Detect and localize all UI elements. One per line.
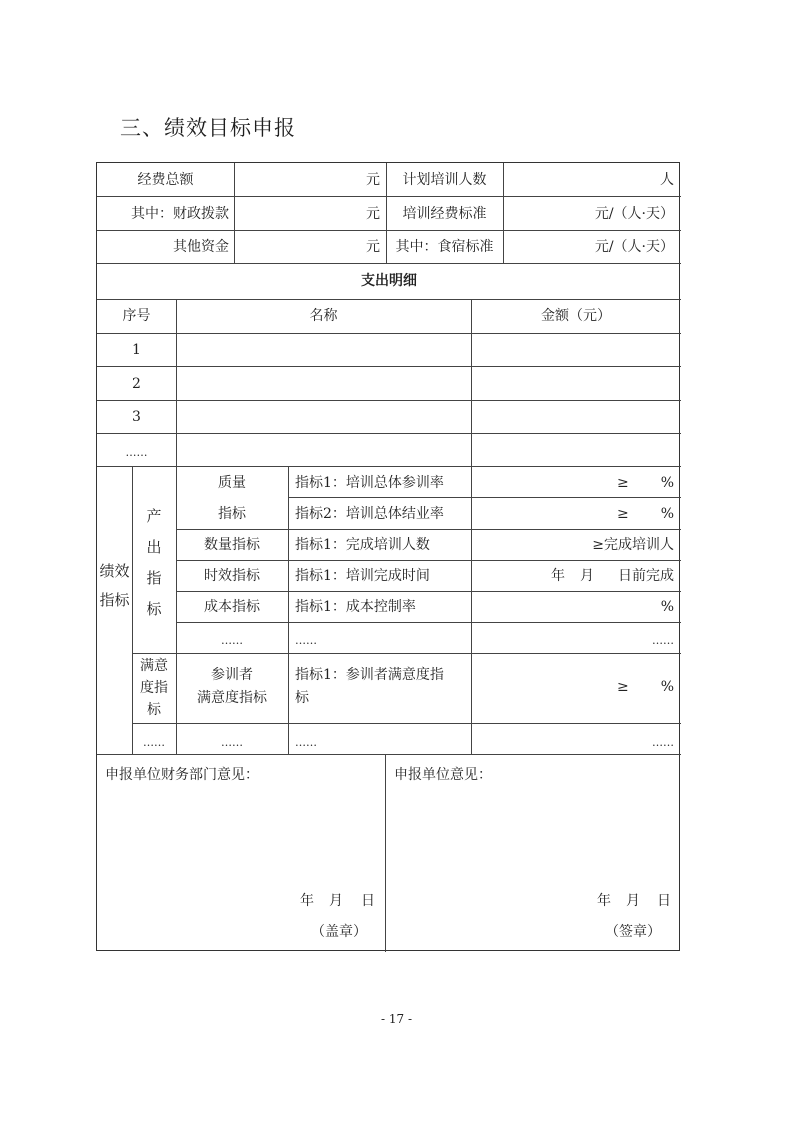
page-number: - 17 -	[380, 1012, 412, 1026]
satisfaction-ge: ≥	[617, 679, 629, 695]
row-divider	[176, 591, 681, 592]
finance-opinion-label: 申报单位财务部门意见：	[105, 767, 259, 783]
row-divider	[132, 653, 681, 654]
row-divider	[288, 497, 681, 498]
indicator-ellipsis: ……	[295, 736, 317, 749]
indicator-completion-rate: 指标2：培训总体结业率	[295, 506, 444, 522]
completion-pct: %	[660, 506, 674, 522]
planned-trainees-label: 计划培训人数	[402, 172, 487, 188]
section-title: 三、绩效目标申报	[120, 116, 296, 140]
output-indicators-label: 产出指标	[146, 507, 162, 618]
col-header-index: 序号	[122, 308, 151, 324]
row-divider	[97, 299, 681, 300]
board-standard-unit: 元/（人·天）	[594, 239, 674, 255]
indicator-satisfaction-cont: 标	[295, 690, 309, 706]
finance-month: 月	[329, 893, 343, 909]
col-divider	[385, 754, 386, 952]
fiscal-allocation-label: 其中：财政拨款	[131, 206, 229, 222]
fiscal-allocation-unit: 元	[366, 206, 380, 222]
unit-month: 月	[626, 893, 640, 909]
unit-year: 年	[597, 893, 611, 909]
col-divider	[176, 299, 177, 754]
indicator-ellipsis: ……	[295, 634, 317, 647]
satisfaction-pct: %	[660, 679, 674, 695]
row-divider	[97, 433, 681, 434]
col-divider	[471, 299, 472, 754]
row-divider	[132, 723, 681, 724]
row-divider	[97, 366, 681, 367]
row-divider	[97, 466, 681, 467]
completion-month: 月	[580, 568, 594, 584]
timeliness-indicator-label: 时效指标	[204, 568, 260, 584]
row-divider	[97, 400, 681, 401]
unit-day: 日	[657, 893, 671, 909]
indicator-participation-rate: 指标1：培训总体参训率	[295, 475, 444, 491]
total-funds-label: 经费总额	[137, 172, 194, 188]
other-funds-label: 其他资金	[173, 239, 229, 255]
unit-opinion-label: 申报单位意见：	[394, 767, 492, 783]
quality-indicator-label-2: 指标	[218, 506, 246, 522]
quality-indicator-label: 质量	[218, 475, 246, 491]
value-ellipsis: ……	[652, 634, 674, 647]
completion-year: 年	[551, 568, 565, 584]
row-divider	[176, 560, 681, 561]
satisfaction-indicators-label: 满意度指标	[140, 658, 168, 718]
output-ellipsis: ……	[221, 634, 243, 647]
board-standard-label: 其中：食宿标准	[395, 239, 494, 255]
col-header-amount: 金额（元）	[541, 308, 611, 324]
participation-pct: %	[660, 475, 674, 491]
col-divider	[288, 466, 289, 754]
participant-label: 参训者	[211, 667, 253, 683]
other-funds-unit: 元	[366, 239, 380, 255]
participation-ge: ≥	[617, 475, 629, 491]
unit-seal: （签章）	[605, 924, 661, 940]
satisfaction-ellipsis: ……	[221, 736, 243, 749]
finance-year: 年	[300, 893, 314, 909]
indicator-satisfaction: 指标1：参训者满意度指	[295, 667, 444, 683]
value-ellipsis: ……	[652, 736, 674, 749]
performance-form	[96, 162, 680, 951]
col-header-name: 名称	[309, 308, 338, 324]
cost-control-value: %	[660, 599, 674, 615]
participant-label-2: 满意度指标	[197, 690, 267, 706]
row-divider	[176, 622, 681, 623]
finance-day: 日	[361, 893, 375, 909]
completion-ge: ≥	[617, 506, 629, 522]
expense-row-index: 2	[132, 376, 141, 392]
satisfaction-type-ellipsis: ……	[143, 736, 165, 749]
total-funds-unit: 元	[366, 172, 380, 188]
training-fee-standard-label: 培训经费标准	[402, 206, 487, 222]
indicator-completion-time: 指标1：培训完成时间	[295, 568, 430, 584]
expense-detail-heading: 支出明细	[361, 273, 417, 289]
expense-row-index: 3	[132, 409, 141, 425]
training-fee-standard-unit: 元/（人·天）	[594, 206, 674, 222]
row-divider	[97, 263, 681, 264]
row-divider	[97, 196, 681, 197]
cost-indicator-label: 成本指标	[204, 599, 260, 615]
indicator-trainee-count: 指标1：完成培训人数	[295, 537, 430, 553]
indicator-cost-control: 指标1：成本控制率	[295, 599, 416, 615]
row-divider	[97, 230, 681, 231]
row-divider	[97, 754, 681, 755]
expense-row-index: ……	[125, 446, 148, 459]
planned-trainees-unit: 人	[660, 172, 674, 188]
row-divider	[176, 529, 681, 530]
performance-indicators-label: 绩效指标	[99, 562, 130, 609]
trainee-count-value: ≥完成培训人	[592, 537, 674, 553]
finance-seal: （盖章）	[311, 924, 367, 940]
row-divider	[97, 333, 681, 334]
expense-row-index: 1	[132, 342, 141, 358]
quantity-indicator-label: 数量指标	[204, 537, 260, 553]
completion-day: 日前完成	[618, 568, 674, 584]
